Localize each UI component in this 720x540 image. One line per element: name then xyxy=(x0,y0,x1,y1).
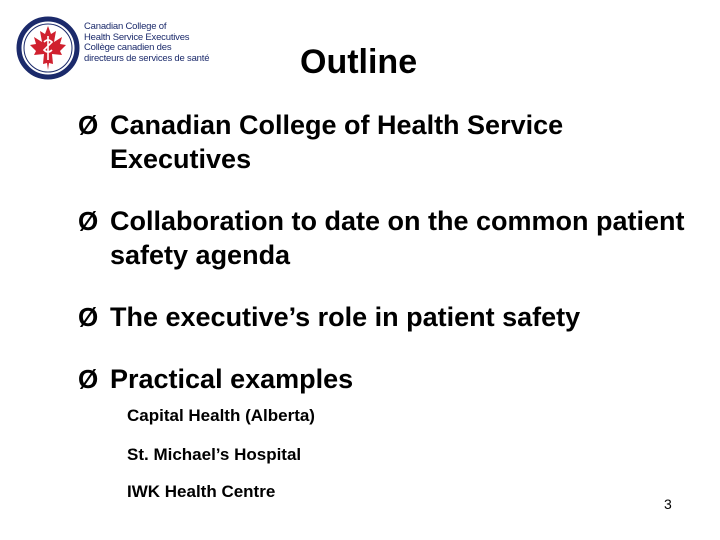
arrow-bullet-icon: Ø xyxy=(78,364,99,394)
bullet-item xyxy=(78,362,698,396)
college-logo xyxy=(16,16,216,80)
logo-text xyxy=(84,22,209,64)
bullet-item xyxy=(78,108,698,176)
page-number: 3 xyxy=(664,496,672,512)
sub-item: St. Michael’s Hospital xyxy=(127,445,302,464)
logo-line: Canadian College of xyxy=(84,21,167,32)
arrow-bullet-icon: Ø xyxy=(78,110,99,140)
bullet-text: The executive’s role in patient safety xyxy=(110,302,581,332)
sub-item: IWK Health Centre xyxy=(127,482,276,501)
logo-line: Collège canadien des xyxy=(84,42,172,53)
bullet-text: Practical examples xyxy=(110,364,354,394)
bullet-item xyxy=(78,300,698,334)
logo-line: Health Service Executives xyxy=(84,31,190,43)
bullet-item xyxy=(78,204,698,272)
arrow-bullet-icon: Ø xyxy=(78,206,99,236)
bullet-text: Canadian College of Health Service Executives xyxy=(110,110,564,174)
logo-line: directeurs de services de santé xyxy=(84,52,210,64)
arrow-bullet-icon: Ø xyxy=(78,302,99,332)
bullet-text: Collaboration to date on the common patient safety agenda xyxy=(110,206,685,270)
bullet-list xyxy=(78,108,698,396)
slide-title: Outline xyxy=(300,43,418,81)
sub-item: Capital Health (Alberta) xyxy=(127,406,315,425)
maple-leaf-emblem-icon xyxy=(16,16,80,80)
